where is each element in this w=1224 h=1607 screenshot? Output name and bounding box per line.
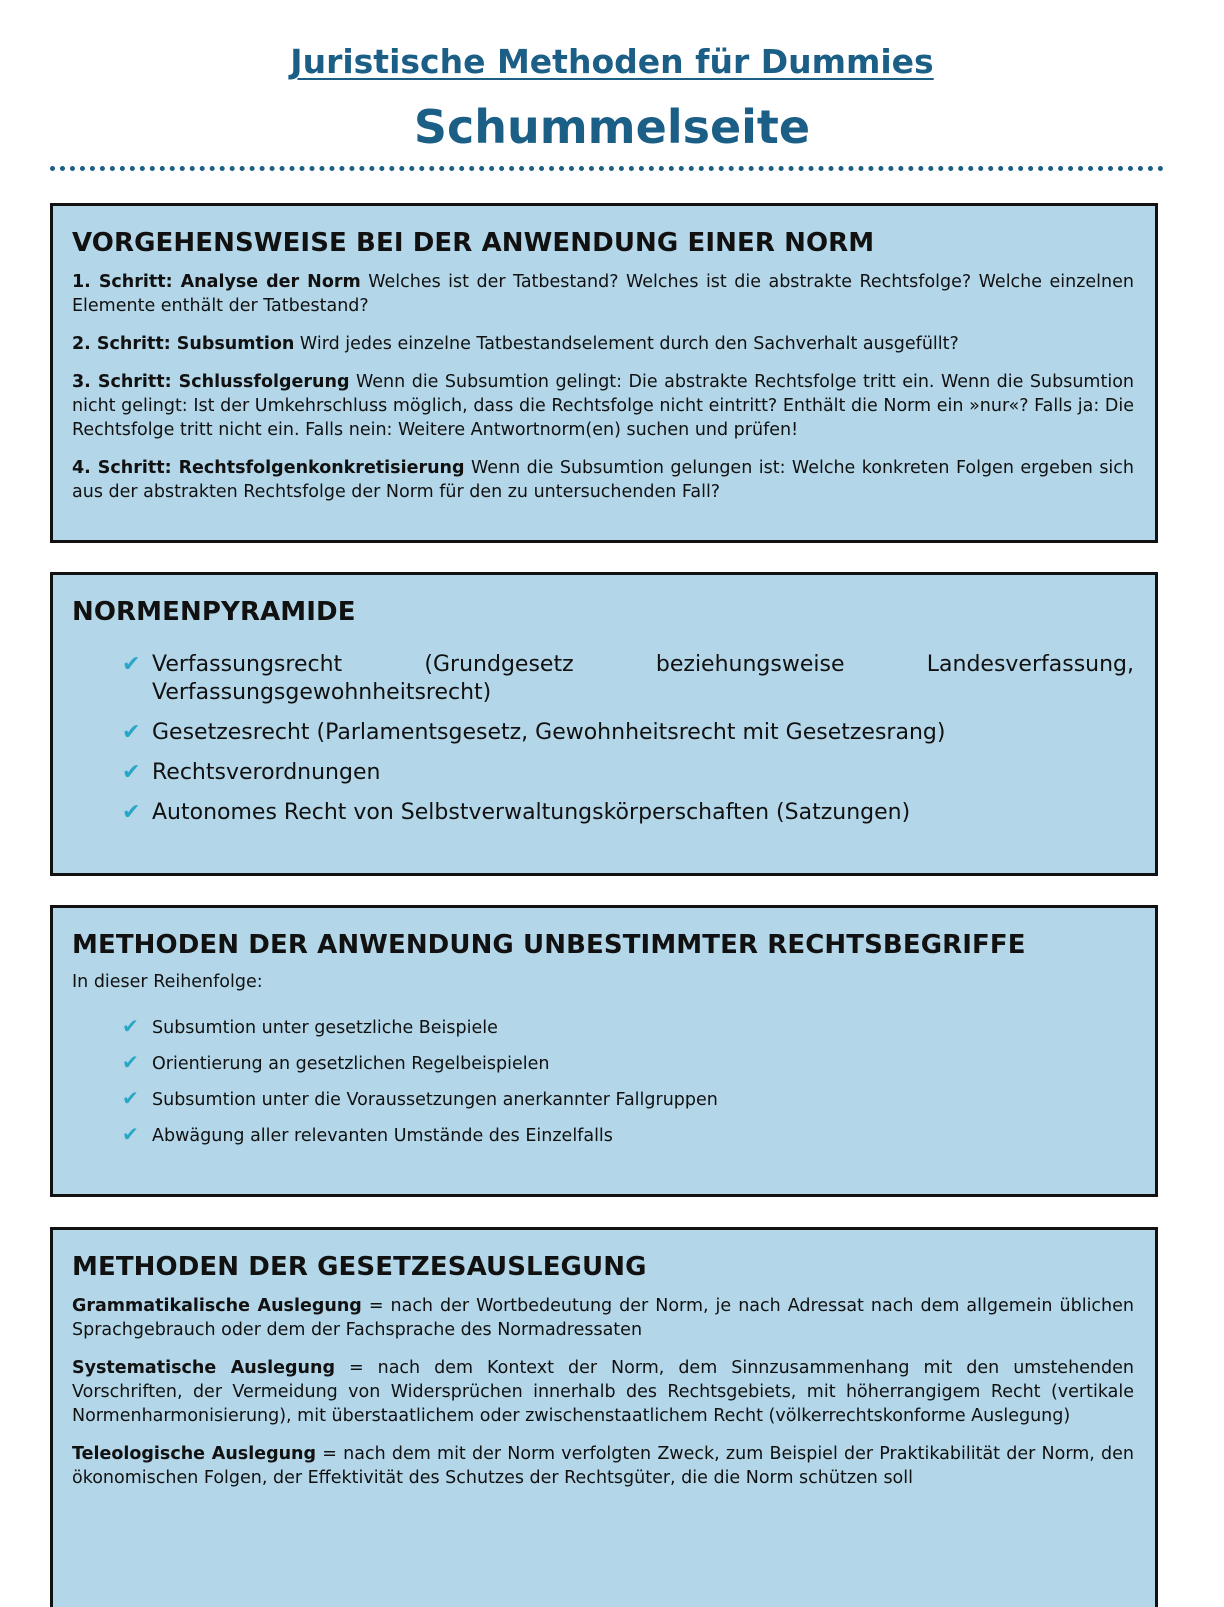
list-item-text: Gesetzesrecht (Parlamentsgesetz, Gewohnheitsrecht mit Gesetzesrang) xyxy=(152,720,946,745)
list-item xyxy=(72,719,1134,747)
step-label: 2. Schritt: Subsumtion xyxy=(72,334,295,354)
method-paragraph xyxy=(72,1356,1134,1428)
section-heading: VORGEHENSWEISE BEI DER ANWENDUNG EINER NORM xyxy=(72,228,875,258)
method-paragraph xyxy=(72,1442,1134,1490)
step-paragraph xyxy=(72,370,1134,442)
step-label: 1. Schritt: Analyse der Norm xyxy=(72,272,361,292)
page-title: Schummelseite xyxy=(413,100,811,154)
list-item xyxy=(72,1052,1134,1076)
check-icon: ✔ xyxy=(122,1050,139,1074)
check-icon: ✔ xyxy=(122,1014,139,1038)
list-item xyxy=(72,759,1134,787)
method-label: Grammatikalische Auslegung xyxy=(72,1296,362,1316)
list-item xyxy=(72,1016,1134,1040)
step-label: 3. Schritt: Schlussfolgerung xyxy=(72,372,350,392)
check-icon: ✔ xyxy=(122,1122,139,1146)
list-item xyxy=(72,1124,1134,1148)
method-text: = nach der Wortbedeutung der Norm, je nach Adressat nach dem allgemein üblichen Sprachgebrauch oder dem der Fachsprache des Normadressaten xyxy=(72,1296,1134,1340)
list-item-text: Rechtsverordnungen xyxy=(152,760,381,785)
list-item xyxy=(72,1088,1134,1112)
method-text: = nach dem mit der Norm verfolgten Zweck, zum Beispiel der Praktikabilität der Norm, den ökonomischen Folgen, der Effektivität des Schutzes der Rechtsgüter, die die Norm schützen soll xyxy=(72,1444,1134,1488)
check-icon: ✔ xyxy=(122,760,141,785)
step-text: Wenn die Subsumtion gelungen ist: Welche konkreten Folgen ergeben sich aus der abstrakten Rechtsfolge der Norm für den zu untersuchenden Fall? xyxy=(72,458,1135,502)
method-paragraph xyxy=(72,1294,1134,1342)
step-text: Wird jedes einzelne Tatbestandselement durch den Sachverhalt ausgefüllt? xyxy=(294,334,959,354)
check-icon: ✔ xyxy=(122,800,141,825)
section-vorgehensweise xyxy=(50,203,1158,543)
step-text: Welches ist der Tatbestand? Welches ist die abstrakte Rechtsfolge? Welche einzelnen Elemente enthält der Tatbestand? xyxy=(72,272,1134,316)
list-item-text: Orientierung an gesetzlichen Regelbeispielen xyxy=(152,1054,550,1074)
list-item-text: Verfassungsrecht (Grundgesetz beziehungsweise Landesverfassung, Verfassungsgewohnheitsrecht) xyxy=(152,652,1134,705)
section-heading: METHODEN DER GESETZESAUSLEGUNG xyxy=(72,1252,647,1282)
list-item xyxy=(72,651,1134,707)
section-unbestimmte-rechtsbegriffe xyxy=(50,905,1158,1197)
method-text: = nach dem Kontext der Norm, dem Sinnzusammenhang mit den umstehenden Vorschriften, der Vermeidung von Widersprüchen innerhalb des Rechtsgebiets, mit höherrangigem Recht (vertikale Normenharmonisierung), mit überstaatlichem oder zwischenstaatlichem Recht (völkerrechtskonforme Auslegung) xyxy=(72,1358,1134,1426)
step-text: Wenn die Subsumtion gelingt: Die abstrakte Rechtsfolge tritt ein. Wenn die Subsumtion nicht gelingt: Ist der Umkehrschluss möglich, dass die Rechtsfolge nicht eintritt? Enthält die Norm ein »nur«? Falls ja: Die Rechtsfolge tritt nicht ein. Falls nein: Weitere Antwortnorm(en) suchen und prüfen! xyxy=(72,372,1134,440)
section-heading: NORMENPYRAMIDE xyxy=(72,597,356,627)
check-icon: ✔ xyxy=(122,720,141,745)
check-icon: ✔ xyxy=(122,1086,139,1110)
method-label: Systematische Auslegung xyxy=(72,1358,335,1378)
section-intro: In dieser Reihenfolge: xyxy=(72,972,263,992)
step-label: 4. Schritt: Rechtsfolgenkonkretisierung xyxy=(72,458,465,478)
list-item-text: Autonomes Recht von Selbstverwaltungskörperschaften (Satzungen) xyxy=(152,800,911,825)
list-item-text: Abwägung aller relevanten Umstände des Einzelfalls xyxy=(152,1126,613,1146)
methods-list xyxy=(72,1016,1134,1148)
section-gesetzesauslegung xyxy=(50,1227,1158,1607)
list-item xyxy=(72,799,1134,827)
section-normenpyramide xyxy=(50,572,1158,876)
step-paragraph xyxy=(72,332,1134,356)
check-icon: ✔ xyxy=(122,652,141,677)
list-item-text: Subsumtion unter die Voraussetzungen anerkannter Fallgruppen xyxy=(152,1090,718,1110)
pyramid-list xyxy=(72,651,1134,827)
step-paragraph xyxy=(72,270,1134,318)
list-item-text: Subsumtion unter gesetzliche Beispiele xyxy=(152,1018,498,1038)
section-heading: METHODEN DER ANWENDUNG UNBESTIMMTER RECHTSBEGRIFFE xyxy=(72,930,1026,960)
dotted-divider xyxy=(50,166,1164,171)
book-title: Juristische Methoden für Dummies xyxy=(290,42,934,81)
method-label: Teleologische Auslegung xyxy=(72,1444,317,1464)
step-paragraph xyxy=(72,456,1134,504)
